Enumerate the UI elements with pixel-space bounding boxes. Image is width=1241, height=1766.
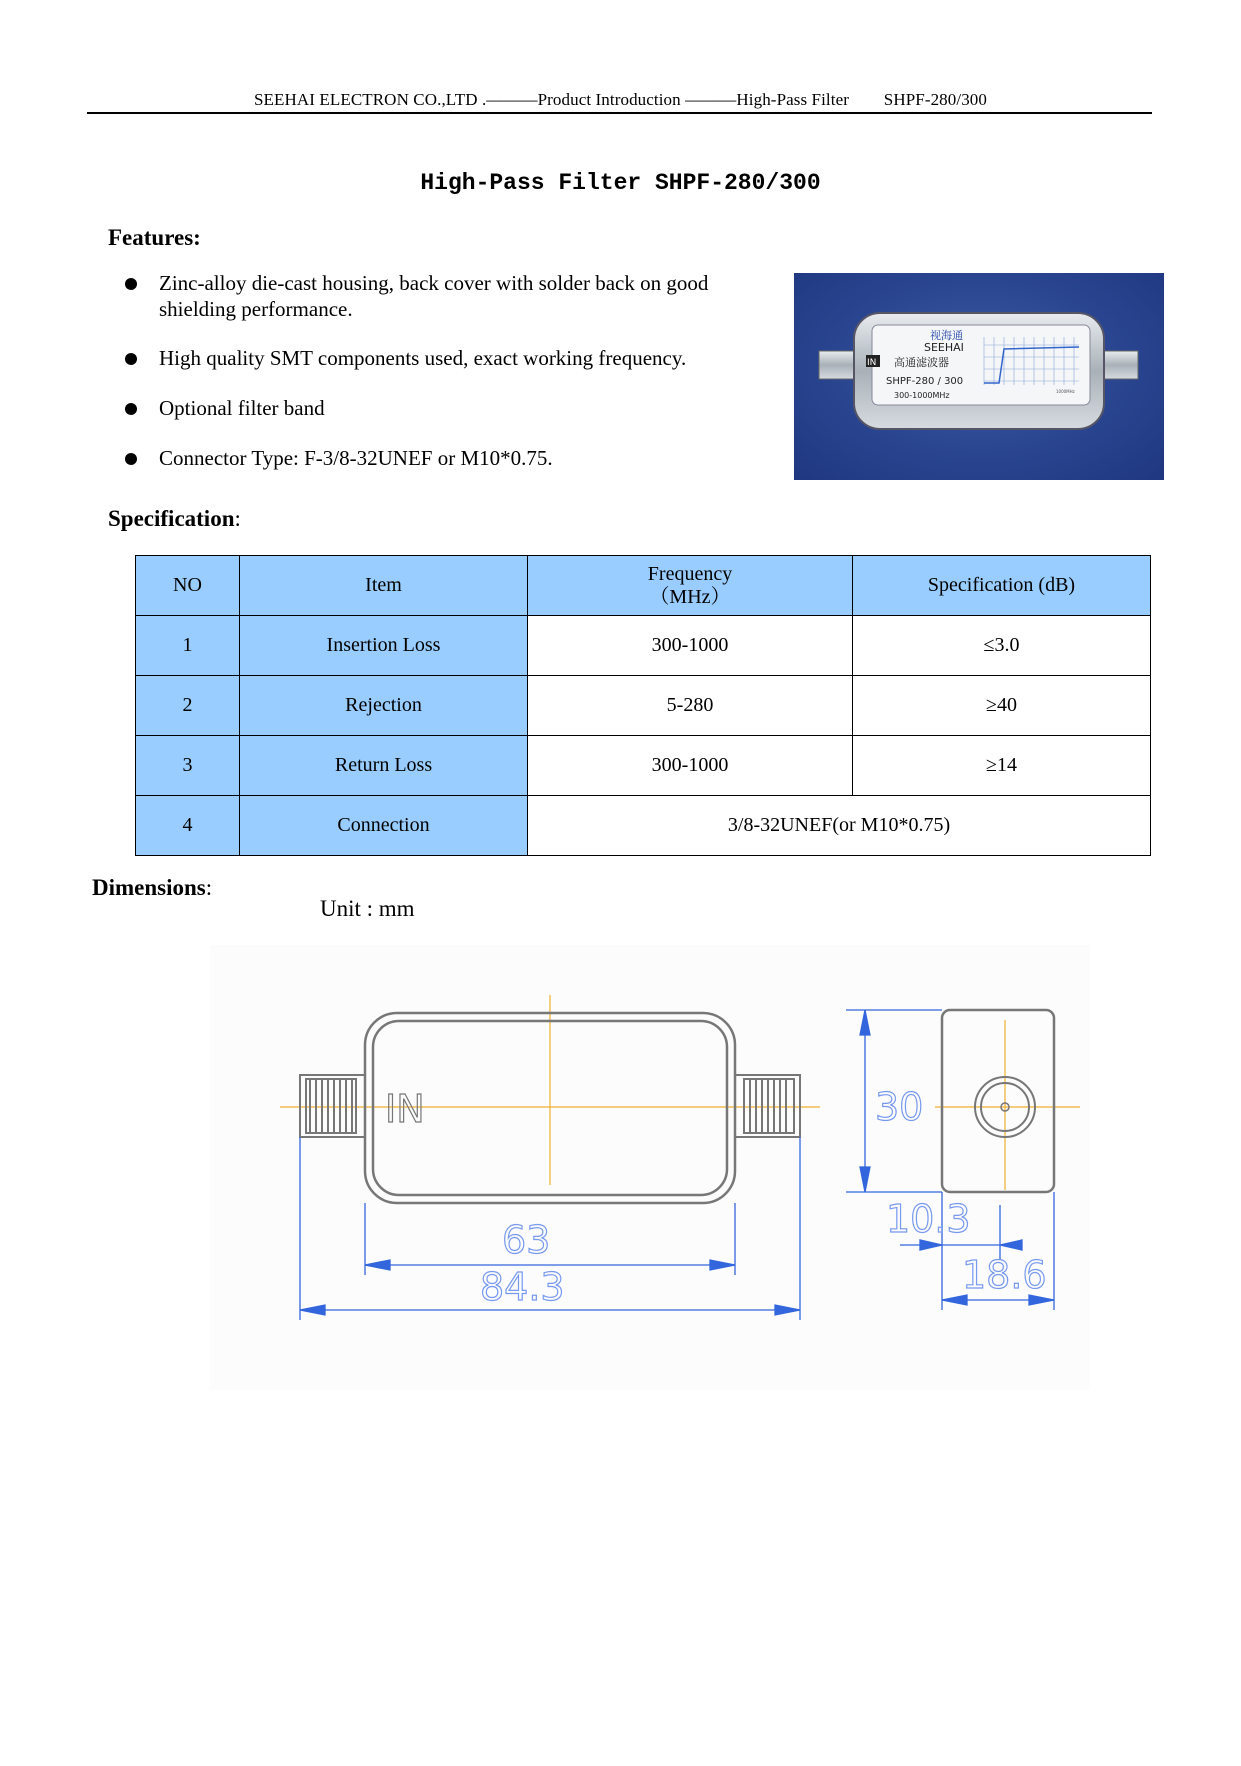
frequency-header-line: Frequency — [647, 562, 733, 585]
dim-height: 30 — [875, 1085, 924, 1129]
cell-no: 2 — [136, 676, 240, 736]
feature-text-line: Connector Type: F-3/8-32UNEF or M10*0.75. — [159, 446, 553, 470]
feature-text-line: shielding performance. — [159, 297, 353, 321]
axis-label: 1000MHz — [1056, 389, 1075, 394]
cell-no: 3 — [136, 736, 240, 796]
frequency-header-unit: （MHz） — [649, 585, 731, 608]
document-title: High-Pass Filter SHPF-280/300 — [420, 170, 821, 196]
feature-text-line: High quality SMT components used, exact working frequency. — [159, 346, 687, 370]
in-label-drawing: IN — [385, 1087, 425, 1131]
in-label: IN — [867, 358, 877, 368]
brand: SEEHAI — [924, 341, 964, 354]
product-photo-drawing — [794, 273, 1164, 480]
table-row — [136, 616, 1151, 676]
dimensions-heading-text: Dimensions — [92, 875, 206, 900]
model-label: SHPF-280 / 300 — [886, 376, 964, 387]
cell-frequency: 5-280 — [528, 676, 853, 736]
dim-length-total: 84.3 — [480, 1265, 565, 1309]
dimensions-heading — [92, 875, 212, 901]
dim-side-offset: 10.3 — [886, 1197, 971, 1241]
column-header-item: Item — [240, 556, 528, 616]
range-label: 300-1000MHz — [894, 391, 950, 400]
column-header-specification: Specification (dB) — [853, 556, 1151, 616]
cell-item: Rejection — [240, 676, 528, 736]
column-header-frequency — [528, 556, 853, 616]
features-heading: Features: — [108, 225, 201, 250]
brand-cn: 视海通 — [930, 329, 963, 342]
specification-heading-colon: : — [234, 506, 241, 531]
header-rule — [87, 112, 1152, 114]
page-header: SEEHAI ELECTRON CO.,LTD .———Product Introduction ———High-Pass Filter SHPF-280/300 — [253, 90, 988, 109]
dim-depth: 18.6 — [962, 1253, 1047, 1297]
unit-label: Unit : mm — [320, 896, 415, 921]
cell-spec: ≥40 — [853, 676, 1151, 736]
dim-length-body: 63 — [502, 1218, 551, 1262]
table-row — [136, 796, 1151, 856]
specification-table — [135, 555, 1151, 856]
cell-no: 4 — [136, 796, 240, 856]
bullet-icon — [125, 278, 137, 290]
cell-frequency: 300-1000 — [528, 736, 853, 796]
product-photo — [794, 273, 1164, 480]
specification-heading — [108, 506, 241, 532]
column-header-no: NO — [136, 556, 240, 616]
cell-frequency: 300-1000 — [528, 616, 853, 676]
dimension-drawing — [210, 945, 1090, 1395]
dimension-drawing-svg — [210, 945, 1090, 1390]
bullet-icon — [125, 403, 137, 415]
bullet-icon — [125, 353, 137, 365]
dimensions-heading-colon: : — [205, 875, 213, 900]
feature-text-line: Zinc-alloy die-cast housing, back cover with solder back on good — [159, 271, 709, 295]
table-row — [136, 736, 1151, 796]
table-row — [136, 676, 1151, 736]
cell-no: 1 — [136, 616, 240, 676]
table-header-row — [136, 556, 1151, 616]
bullet-icon — [125, 453, 137, 465]
cell-spec: ≤3.0 — [853, 616, 1151, 676]
cell-item: Insertion Loss — [240, 616, 528, 676]
cell-item: Return Loss — [240, 736, 528, 796]
specification-heading-text: Specification — [108, 506, 235, 531]
feature-text-line: Optional filter band — [159, 396, 325, 420]
product-cn: 高通滤波器 — [894, 356, 949, 369]
cell-connection: 3/8-32UNEF(or M10*0.75) — [528, 796, 1151, 856]
cell-spec: ≥14 — [853, 736, 1151, 796]
cell-item: Connection — [240, 796, 528, 856]
